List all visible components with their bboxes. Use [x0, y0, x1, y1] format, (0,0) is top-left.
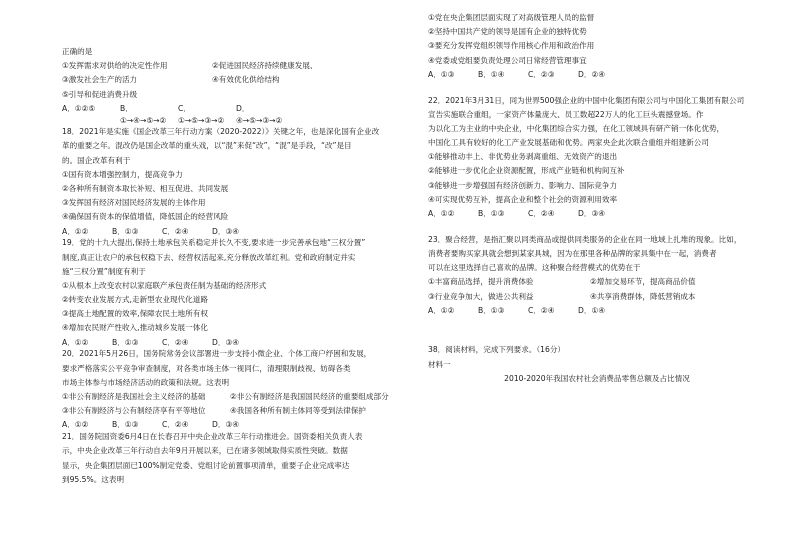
q21-option: ②坚持中国共产党的领导是国有企业的独特优势 [428, 27, 587, 37]
answer-choice: D．①④ [578, 305, 606, 315]
q19-answers [62, 337, 394, 349]
q18-answers [62, 226, 394, 238]
q23-answers [428, 305, 766, 317]
q19-option: ③提高土地配置的效率,保障农民土地所有权 [62, 309, 208, 319]
answer-choice: D．④→⑤→③→② [236, 103, 283, 125]
answer-choice: B．①③ [112, 337, 139, 347]
q17-option: ③激发社会生产的活力 [62, 75, 138, 85]
q19-option: ④增加农民财产性收入,推动城乡发展一体化 [62, 323, 208, 333]
right-column [428, 12, 766, 387]
q18-stem-line: 18．2021年是实施《国企改革三年行动方案（2020-2022）》关键之年，也是深化国有企业改 [62, 127, 380, 137]
q19-stem-line: 19．党的十九大提出,保持土地承包关系稳定并长久不变,要求进一步完善承包地“三权分置” [62, 238, 366, 248]
q21-stem-line: 到95.5%。这表明 [62, 474, 125, 484]
q17-answers [62, 103, 394, 127]
q21-stem-line: 21．国务院国资委6月4日在长春召开中央企业改革三年行动推进会。国资委相关负责人表 [62, 432, 363, 442]
answer-choice: C．①→⑤→③→② [178, 103, 225, 125]
q18-option: ②各种所有制资本取长补短、相互促进、共同发展 [62, 184, 229, 194]
q23-option: ④共享消费群体，降低营销成本 [590, 291, 696, 301]
answer-choice: B．①③ [112, 226, 139, 236]
q22-option: ④可实现优势互补，提高企业和整个社会的资源利用效率 [428, 194, 618, 204]
q17-option-row [62, 60, 394, 74]
q22-stem-line: 为以化工为主业的中央企业，中化集团综合实力强，在化工领域具有研产销一体化优势， [428, 123, 725, 133]
q17-option: ④有效优化供给结构 [212, 75, 280, 85]
answer-choice: D．③④ [212, 420, 240, 430]
left-column [62, 46, 394, 488]
q20-option: ①非公有制经济是我国社会主义经济的基础 [62, 392, 206, 401]
chart-caption: 2010-2020年我国农村社会消费品零售总额及占比情况 [504, 373, 690, 383]
answer-choice: C．②④ [528, 209, 555, 219]
q17-option: ②促进国民经济持续健康发展、 [212, 61, 318, 71]
q20-answers [62, 419, 394, 431]
q18-stem-line: 的。国企改革有利于 [62, 155, 131, 165]
q22-stem-line: 中国化工具有较好的化工产业发展基础和优势。两家央企此次联合重组并组建新公司 [428, 138, 709, 148]
answer-choice: D．②④ [578, 69, 606, 79]
q19-stem-line: 施“三权分置”制度有利于 [62, 266, 146, 276]
q18-option: ①国有资本增强控制力，提高竞争力 [62, 169, 183, 179]
q22-option: ②能够进一步优化企业资源配置，形成产业链和机构间互补 [428, 166, 625, 176]
q20-stem-line: 要求严格落实公平竞争审查制度，对各类市场主体一视同仁，清理限制歧视、妨碍各类 [62, 363, 351, 373]
q20-option: ②非公有制经济是我国国民经济的重要组成部分 [230, 392, 389, 401]
q20-option-row [62, 391, 394, 405]
answer-choice: D．③④ [212, 337, 240, 347]
q18-option: ④确保国有资本的保值增值，降低国企的经营风险 [62, 212, 229, 222]
q19-option: ②转变农业发展方式,走新型农业现代化道路 [62, 295, 208, 305]
answer-choice: B．①③ [478, 305, 505, 315]
q21-option: ④党委或党组要负责处理公司日常经营管理事宜 [428, 55, 587, 65]
answer-choice: B．①③ [478, 209, 505, 219]
q23-stem-line: 23．聚合经营，是指汇聚以同类商品或提供同类服务的企业在同一地域上扎堆的现象。比如， [428, 234, 742, 244]
q20-option-row [62, 405, 394, 419]
q17-option-row [62, 89, 394, 103]
q21-stem-line: 显示，央企集团层面已100%制定党委、党组讨论前置事项清单，重要子企业完成率达 [62, 460, 350, 470]
q20-option: ③非公有制经济与公有制经济享有平等地位 [62, 406, 206, 416]
q21-option: ①党在央企集团层面实现了对高级管理人员的监督 [428, 13, 595, 22]
q22-option: ③能够进一步增强国有经济创新力、影响力、国际竞争力 [428, 180, 618, 190]
answer-choice: A．①② [428, 305, 455, 315]
q18-option: ③发挥国有经济对国民经济发展的主体作用 [62, 198, 206, 208]
q22-stem-line: 22．2021年3月31日，同为世界500强企业的中国中化集团有限公司与中国化工集团有限公司 [428, 95, 745, 105]
answer-choice: C．②④ [162, 226, 189, 236]
q23-stem-line: 可以在这里选择自己喜欢的品牌。这种聚合经营模式的优势在于 [428, 263, 641, 273]
q23-option-row [428, 276, 766, 290]
answer-choice: A．①③ [428, 69, 455, 79]
q21-stem-line: 示，中央企业改革三年行动自去年9月开展以来，已在诸多领域取得实质性突破。数据 [62, 446, 348, 456]
material-label: 材料一 [428, 359, 451, 369]
q23-option-row [428, 291, 766, 305]
q18-stem-line: 革的重要之年。混改仍是国企改革的重头戏，以“混”来促“改”，“混”是手段，“改”是目 [62, 141, 352, 151]
answer-choice: C．②④ [162, 420, 189, 430]
answer-choice: A．①② [62, 337, 89, 347]
answer-choice: D．③④ [578, 209, 606, 219]
answer-choice: B．①④ [478, 69, 505, 79]
q19-option: ①从根本上改变农村以家庭联产承包责任制为基础的经济形式 [62, 280, 267, 290]
q20-stem-line: 20．2021年5月26日，国务院常务会议部署进一步支持小微企业、个体工商户纾困和发展， [62, 349, 372, 359]
q23-option: ②增加交易环节，提高商品价值 [590, 277, 696, 287]
answer-choice: C．②④ [528, 305, 555, 315]
q21-option: ③要充分发挥党组织领导作用核心作用和政治作用 [428, 41, 595, 51]
answer-choice: C．②④ [162, 337, 189, 347]
q17-stem-tail: 正确的是 [62, 47, 93, 56]
q23-stem-line: 消费者要购买家具就会想到某家具城，因为在那里各种品牌的家具集中在一起，消费者 [428, 248, 717, 258]
q19-stem-line: 制度,真正让农户的承包权稳下去、经营权活起来,充分释放改革红利。党和政府制定并实 [62, 252, 356, 262]
q20-stem-line: 市场主体参与市场经济活动的政策和法规。这表明 [62, 377, 230, 387]
q20-option: ④我国各种所有制主体同等受到法律保护 [230, 406, 366, 416]
answer-choice: B．①→④→⑤→② [120, 103, 167, 125]
q22-answers [428, 208, 766, 220]
q17-option: ①发挥需求对供给的决定性作用 [62, 61, 168, 71]
q17-option: ⑤引导和促进消费升级 [62, 89, 138, 99]
answer-choice: A．①② [62, 226, 89, 236]
q23-option: ③行业竞争加大，做进公共利益 [428, 291, 534, 301]
answer-choice: A．①②⑤ [62, 103, 96, 113]
q23-option: ①丰富商品选择，提升消费体验 [428, 277, 534, 287]
answer-choice: B．①③ [112, 420, 139, 430]
q38-stem: 38．阅读材料，完成下列要求。（16分） [428, 345, 566, 355]
q22-stem-line: 宣告实施联合重组，一家资产体量庞大、员工数超22万人的化工巨头震撼登场。作 [428, 109, 704, 119]
answer-choice: D．③④ [212, 226, 240, 236]
q21-answers [428, 69, 766, 81]
q17-option-row [62, 74, 394, 88]
q22-option: ①能够推动丰上、非优势业务剥离重组、无效资产的退出 [428, 152, 618, 162]
answer-choice: A．①② [428, 209, 455, 219]
answer-choice: A．①② [62, 420, 89, 430]
answer-choice: C．②③ [528, 69, 555, 79]
